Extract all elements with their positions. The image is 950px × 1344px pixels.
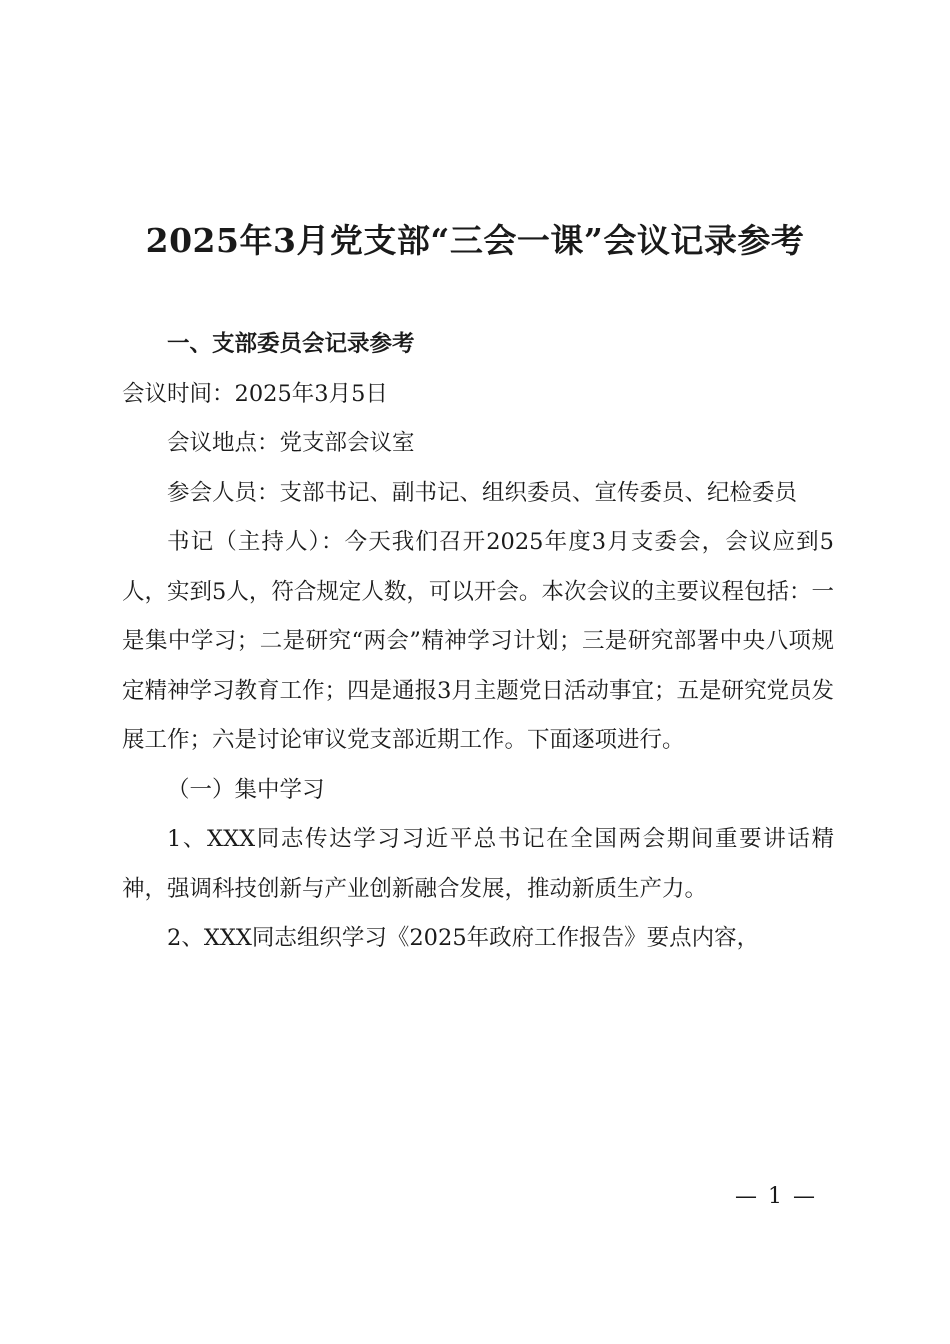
attendees: 参会人员：支部书记、副书记、组织委员、宣传委员、纪检委员 <box>167 479 798 506</box>
meeting-place: 会议地点：党支部会议室 <box>167 430 415 456</box>
page-number: — 1 — <box>735 1184 817 1209</box>
study-item-1: 1、XXX同志传达学习习近平总书记在全国两会期间重要讲话精神，强调科技创新与产业创新融合发展，推动新质生产力。 <box>122 826 834 902</box>
study-item-2: 2、XXX同志组织学习《2025年政府工作报告》要点内容， <box>167 925 760 951</box>
host-remarks: 书记（主持人）：今天我们召开2025年度3月支委会，会议应到5人，实到5人，符合规定人数，可以开会。本次会议的主要议程包括：一是集中学习；二是研究“两会”精神学习计划；三是研究部署中央八项规定精神学习教育工作；四是通报3月主题党日活动事宜；五是研究党员发展工作；六是讨论审议党支部近期工作。下面逐项进行。 <box>122 529 834 753</box>
subsection-heading: （一）集中学习 <box>167 776 325 803</box>
section-heading: 一、支部委员会记录参考 <box>167 331 415 357</box>
document-title: 2025年3月党支部“三会一课”会议记录参考 <box>145 221 805 260</box>
meeting-time: 会议时间：2025年3月5日 <box>122 380 388 407</box>
document-body <box>122 320 834 964</box>
